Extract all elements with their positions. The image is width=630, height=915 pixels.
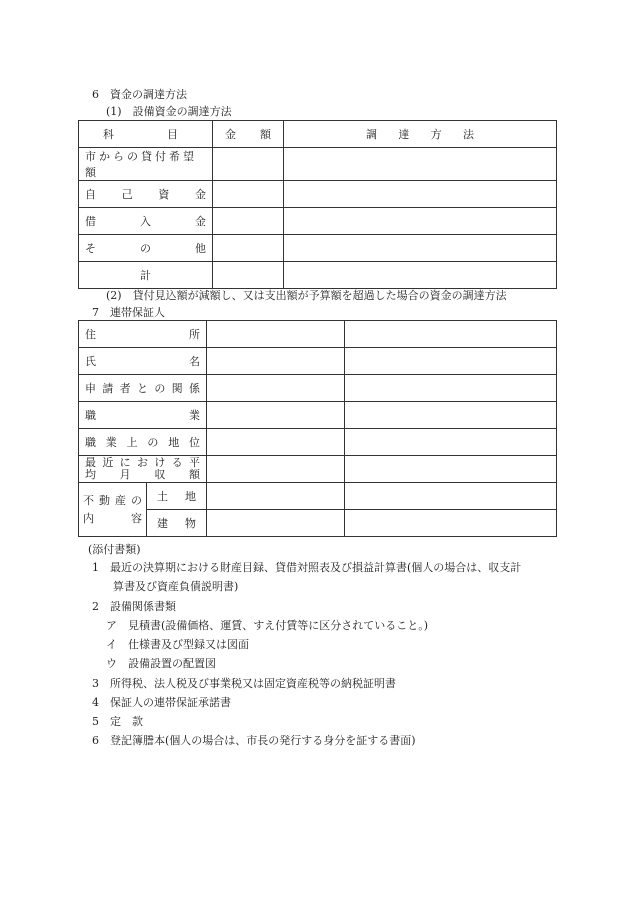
attachment-item: 6 登記簿謄本(個人の場合は、市長の発行する身分を証する書面) <box>92 734 416 747</box>
table-row <box>79 483 557 510</box>
table-row <box>79 429 557 456</box>
attachment-item: 3 所得税、法人税及び事業税又は固定資産税等の納税証明書 <box>92 677 396 690</box>
row-label-land: 土 地 <box>157 490 196 503</box>
attachment-item: 1 最近の決算期における財産目録、貸借対照表及び損益計算書(個人の場合は、収支計 <box>92 561 522 574</box>
table-row <box>79 321 557 348</box>
row-label-income: 最 近 に お け る 平 均 月 収 額 <box>85 456 200 481</box>
row-label-position: 職 業 上 の 地 位 <box>85 436 200 449</box>
col-item-header: 科 目 <box>103 128 178 141</box>
table-row <box>79 348 557 375</box>
section-6-heading: 6 資金の調達方法 <box>92 88 187 101</box>
table-row <box>79 148 557 181</box>
row-label-property: 不 動 産 の 内 容 <box>83 493 142 525</box>
row-label-address: 住 所 <box>85 328 200 341</box>
attachment-item: ア 見積書(設備価格、運賃、すえ付賃等に区分されていること。) <box>106 619 429 632</box>
table-row <box>79 181 557 208</box>
funding-table-header <box>79 121 557 148</box>
table-row <box>79 262 557 289</box>
attachment-item: イ 仕様書及び型録又は図面 <box>106 638 249 651</box>
attachment-item: ウ 設備設置の配置図 <box>106 657 216 670</box>
attachment-item: 算書及び資産負債説明書) <box>113 580 239 593</box>
row-label-city-loan: 市からの貸付希望額 <box>85 150 197 179</box>
section-7-heading: 7 連帯保証人 <box>92 306 165 319</box>
col-amount-header: 金 額 <box>225 128 271 141</box>
attachments-heading: (添付書類) <box>88 543 141 556</box>
funding-table <box>78 120 557 289</box>
row-label-relation: 申 請 者 と の 関 係 <box>85 382 200 395</box>
section-6-sub1: (1) 設備資金の調達方法 <box>106 105 232 118</box>
col-method-header: 調 達 方 法 <box>366 128 474 141</box>
attachment-item: 2 設備関係書類 <box>92 600 176 613</box>
table-row <box>79 375 557 402</box>
table-row <box>79 208 557 235</box>
row-label-own-funds: 自 己 資 金 <box>85 188 206 201</box>
row-label-occupation: 職 業 <box>85 409 200 422</box>
row-label-building: 建 物 <box>157 517 196 530</box>
table-row <box>79 235 557 262</box>
attachment-item: 5 定 款 <box>92 715 143 728</box>
section-6-sub2: (2) 貸付見込額が減額し、又は支出額が予算額を超過した場合の資金の調達方法 <box>106 289 507 302</box>
table-row <box>79 456 557 483</box>
table-row <box>79 510 557 537</box>
guarantor-table <box>78 320 557 537</box>
row-label-other: そ の 他 <box>85 242 206 255</box>
table-row <box>79 402 557 429</box>
row-label-total: 計 <box>140 269 151 282</box>
row-label-name: 氏 名 <box>85 355 200 368</box>
row-label-borrowing: 借 入 金 <box>85 215 206 228</box>
attachment-item: 4 保証人の連帯保証承諾書 <box>92 696 231 709</box>
